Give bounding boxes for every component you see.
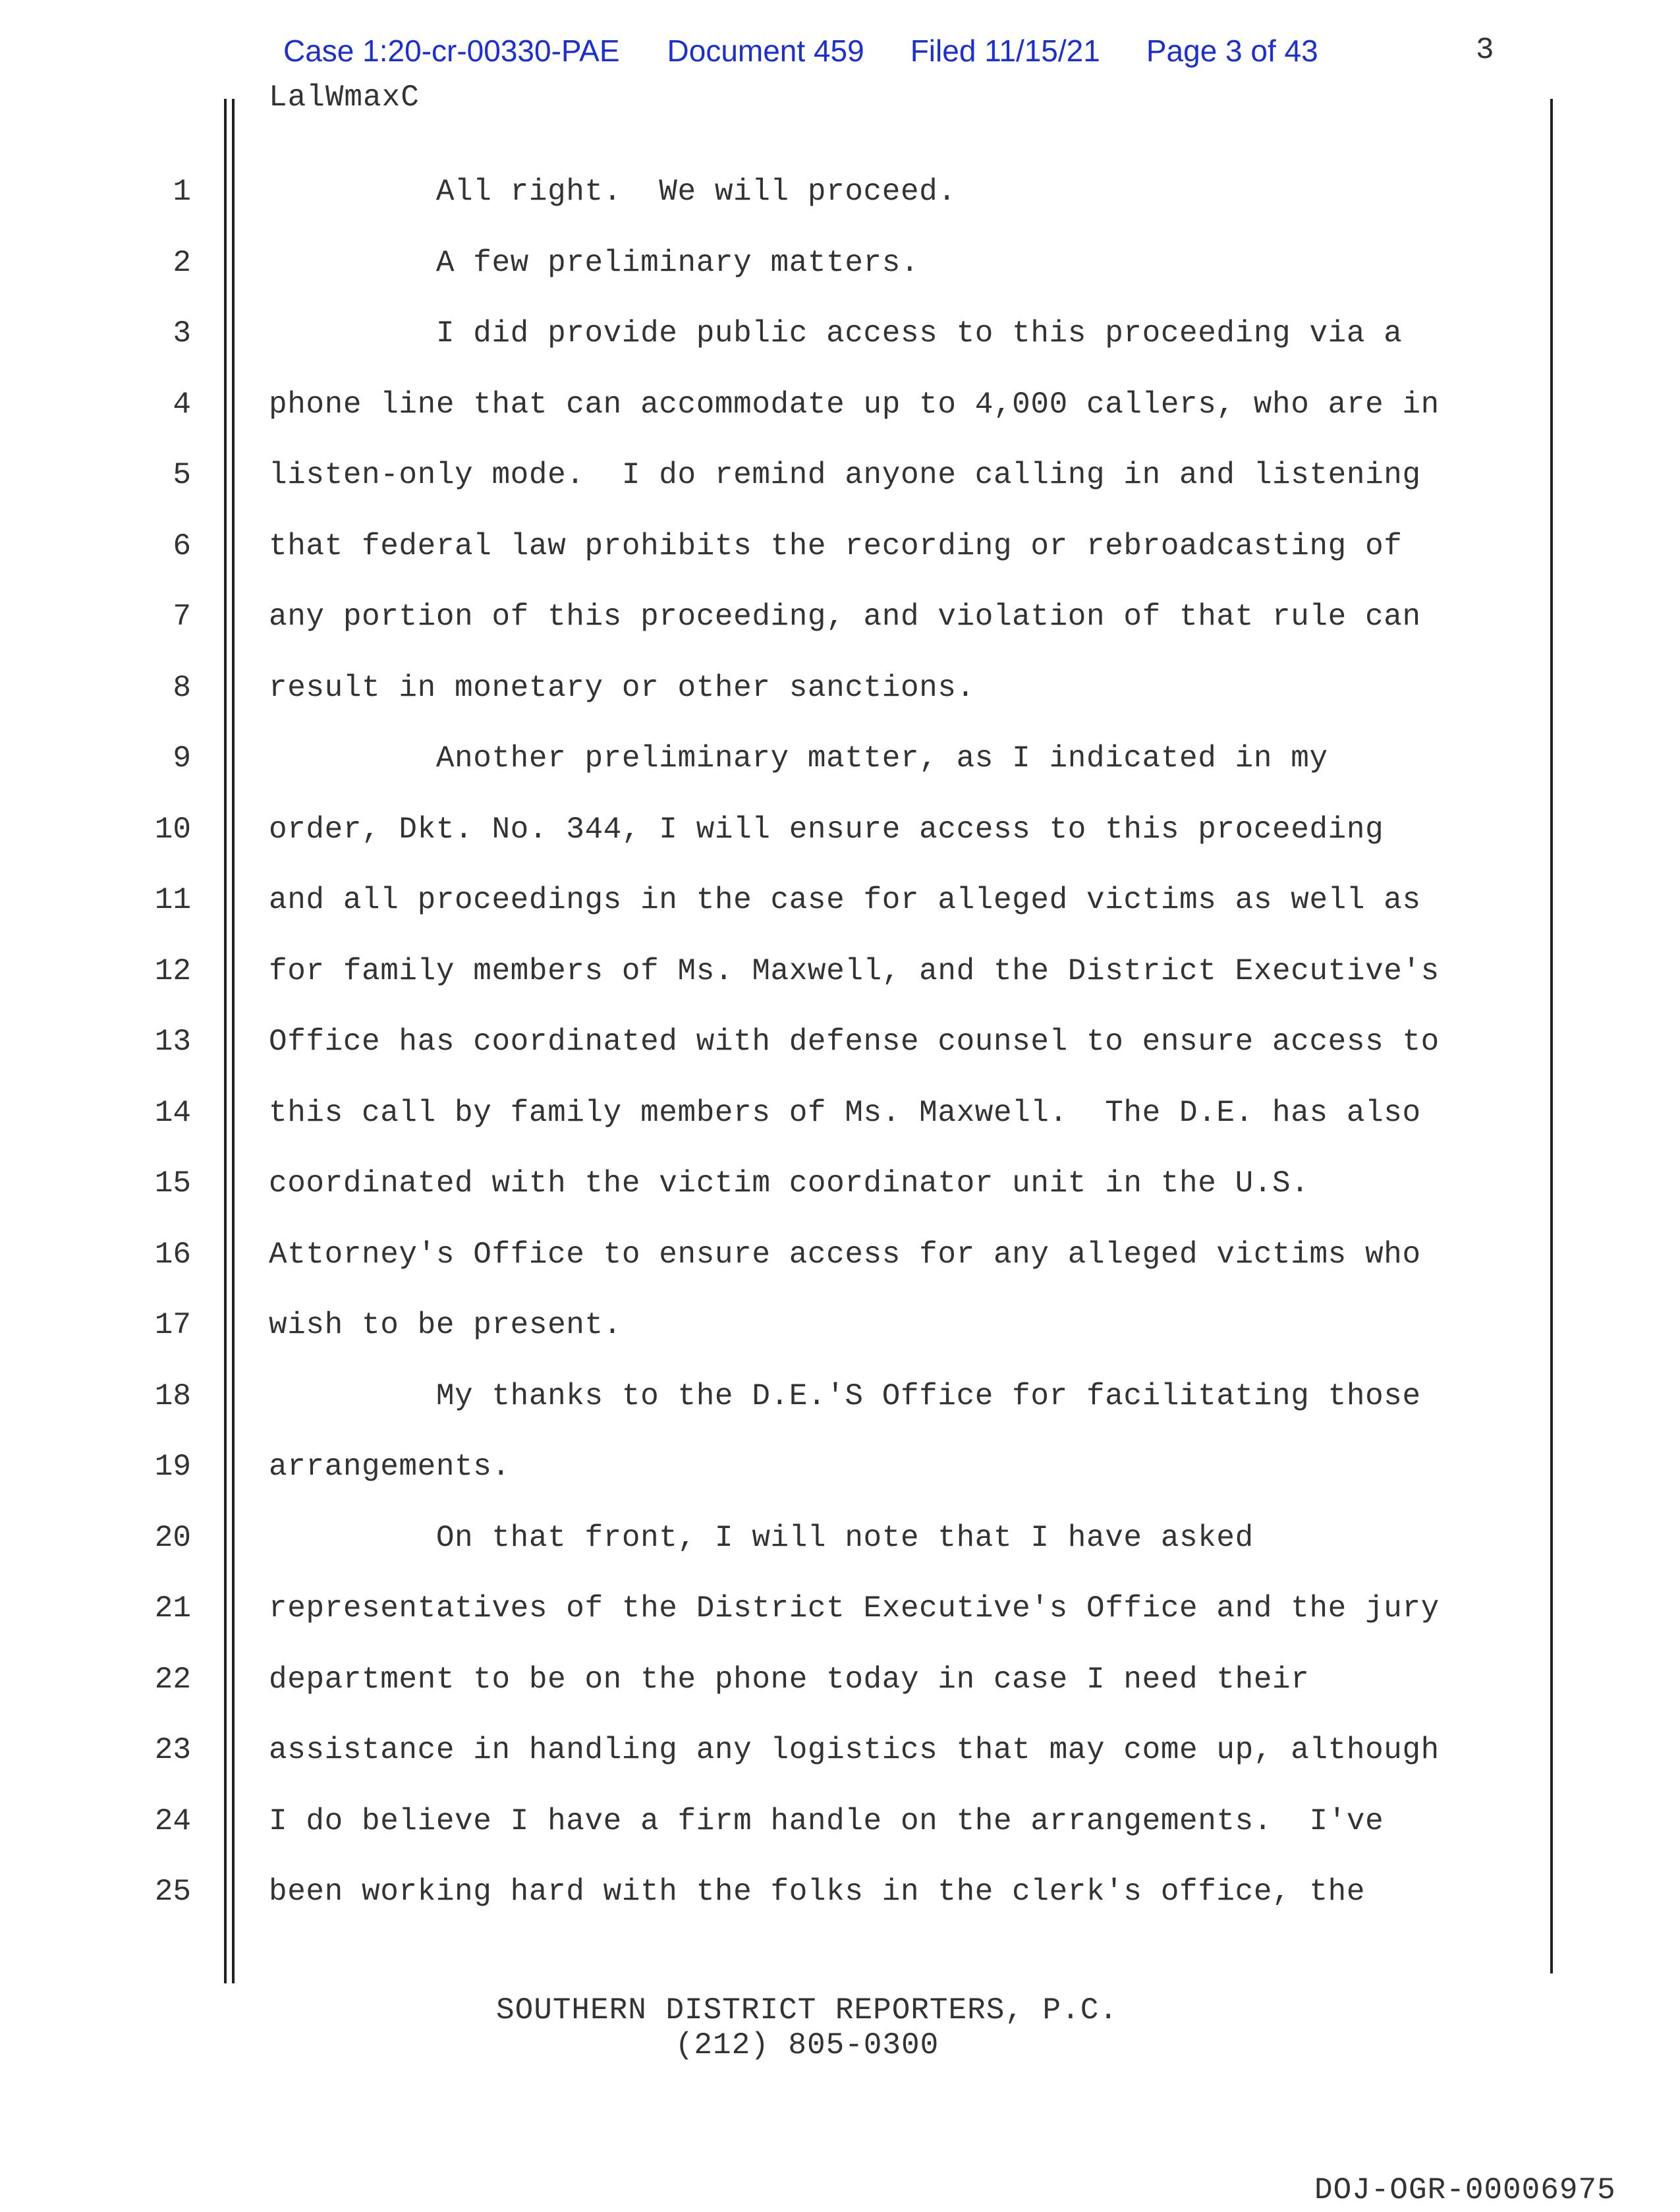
transcript-line: Attorney's Office to ensure access for any alleged victims who [269, 1237, 1421, 1272]
line-number: 11 [154, 883, 191, 917]
transcript-line: department to be on the phone today in case I need their [269, 1662, 1310, 1697]
line-number: 1 [173, 175, 191, 209]
transcript-line: any portion of this proceeding, and violation of that rule can [269, 600, 1421, 634]
running-head: LalWmaxC [269, 80, 420, 115]
left-margin-rule-outer [224, 99, 227, 1983]
line-number: 16 [154, 1237, 191, 1272]
line-number: 9 [173, 741, 191, 776]
line-number: 25 [154, 1875, 191, 1909]
page-count: Page 3 of 43 [1146, 34, 1318, 68]
transcript-line: and all proceedings in the case for alleged victims as well as [269, 883, 1421, 917]
transcript-line: for family members of Ms. Maxwell, and the District Executive's [269, 954, 1440, 988]
transcript-line: listen-only mode. I do remind anyone calling in and listening [269, 458, 1421, 492]
right-margin-rule [1550, 99, 1553, 1973]
filing-stamp [283, 28, 1318, 74]
line-number: 12 [154, 954, 191, 988]
transcript-line: order, Dkt. No. 344, I will ensure access to this proceeding [269, 812, 1384, 847]
transcript-page-number: 3 [1476, 33, 1494, 67]
transcript-line: result in monetary or other sanctions. [269, 671, 975, 705]
line-number: 8 [173, 671, 191, 705]
line-number: 23 [154, 1733, 191, 1767]
line-number: 24 [154, 1804, 191, 1838]
line-number: 14 [154, 1096, 191, 1130]
transcript-line: arrangements. [269, 1450, 511, 1484]
transcript-line: assistance in handling any logistics that may come up, although [269, 1733, 1440, 1767]
line-number: 5 [173, 458, 191, 492]
filed-date: Filed 11/15/21 [910, 34, 1100, 68]
line-number: 2 [173, 246, 191, 280]
transcript-line: this call by family members of Ms. Maxwell. The D.E. has also [269, 1096, 1421, 1130]
case-number: Case 1:20-cr-00330-PAE [283, 34, 620, 68]
left-margin-rule-inner [232, 99, 235, 1983]
transcript-line: wish to be present. [269, 1308, 622, 1342]
transcript-line: A few preliminary matters. [269, 246, 920, 280]
line-number: 18 [154, 1379, 191, 1413]
transcript-line: been working hard with the folks in the clerk's office, the [269, 1875, 1366, 1909]
reporter-phone: (212) 805-0300 [675, 2028, 939, 2062]
line-number: 4 [173, 387, 191, 422]
line-number: 20 [154, 1521, 191, 1555]
line-number: 22 [154, 1662, 191, 1697]
reporter-name: SOUTHERN DISTRICT REPORTERS, P.C. [496, 1993, 1118, 2028]
transcript-line: Another preliminary matter, as I indicated in my [269, 741, 1328, 776]
document-number: Document 459 [667, 34, 864, 68]
line-number: 10 [154, 812, 191, 847]
line-number: 7 [173, 600, 191, 634]
line-number: 6 [173, 529, 191, 563]
transcript-line: On that front, I will note that I have asked [269, 1521, 1254, 1555]
line-number: 21 [154, 1591, 191, 1626]
bates-number: DOJ-OGR-00006975 [1314, 2173, 1616, 2207]
line-number: 19 [154, 1450, 191, 1484]
transcript-line: I do believe I have a firm handle on the arrangements. I've [269, 1804, 1384, 1838]
line-number: 13 [154, 1025, 191, 1059]
transcript-line: coordinated with the victim coordinator unit in the U.S. [269, 1166, 1310, 1201]
line-number: 3 [173, 316, 191, 351]
transcript-line: phone line that can accommodate up to 4,000 callers, who are in [269, 387, 1440, 422]
transcript-line: My thanks to the D.E.'S Office for facilitating those [269, 1379, 1421, 1413]
transcript-line: representatives of the District Executive's Office and the jury [269, 1591, 1440, 1626]
line-number: 17 [154, 1308, 191, 1342]
transcript-line: All right. We will proceed. [269, 175, 957, 209]
transcript-line: I did provide public access to this proceeding via a [269, 316, 1403, 351]
line-number: 15 [154, 1166, 191, 1201]
transcript-line: that federal law prohibits the recording or rebroadcasting of [269, 529, 1403, 563]
transcript-line: Office has coordinated with defense counsel to ensure access to [269, 1025, 1440, 1059]
